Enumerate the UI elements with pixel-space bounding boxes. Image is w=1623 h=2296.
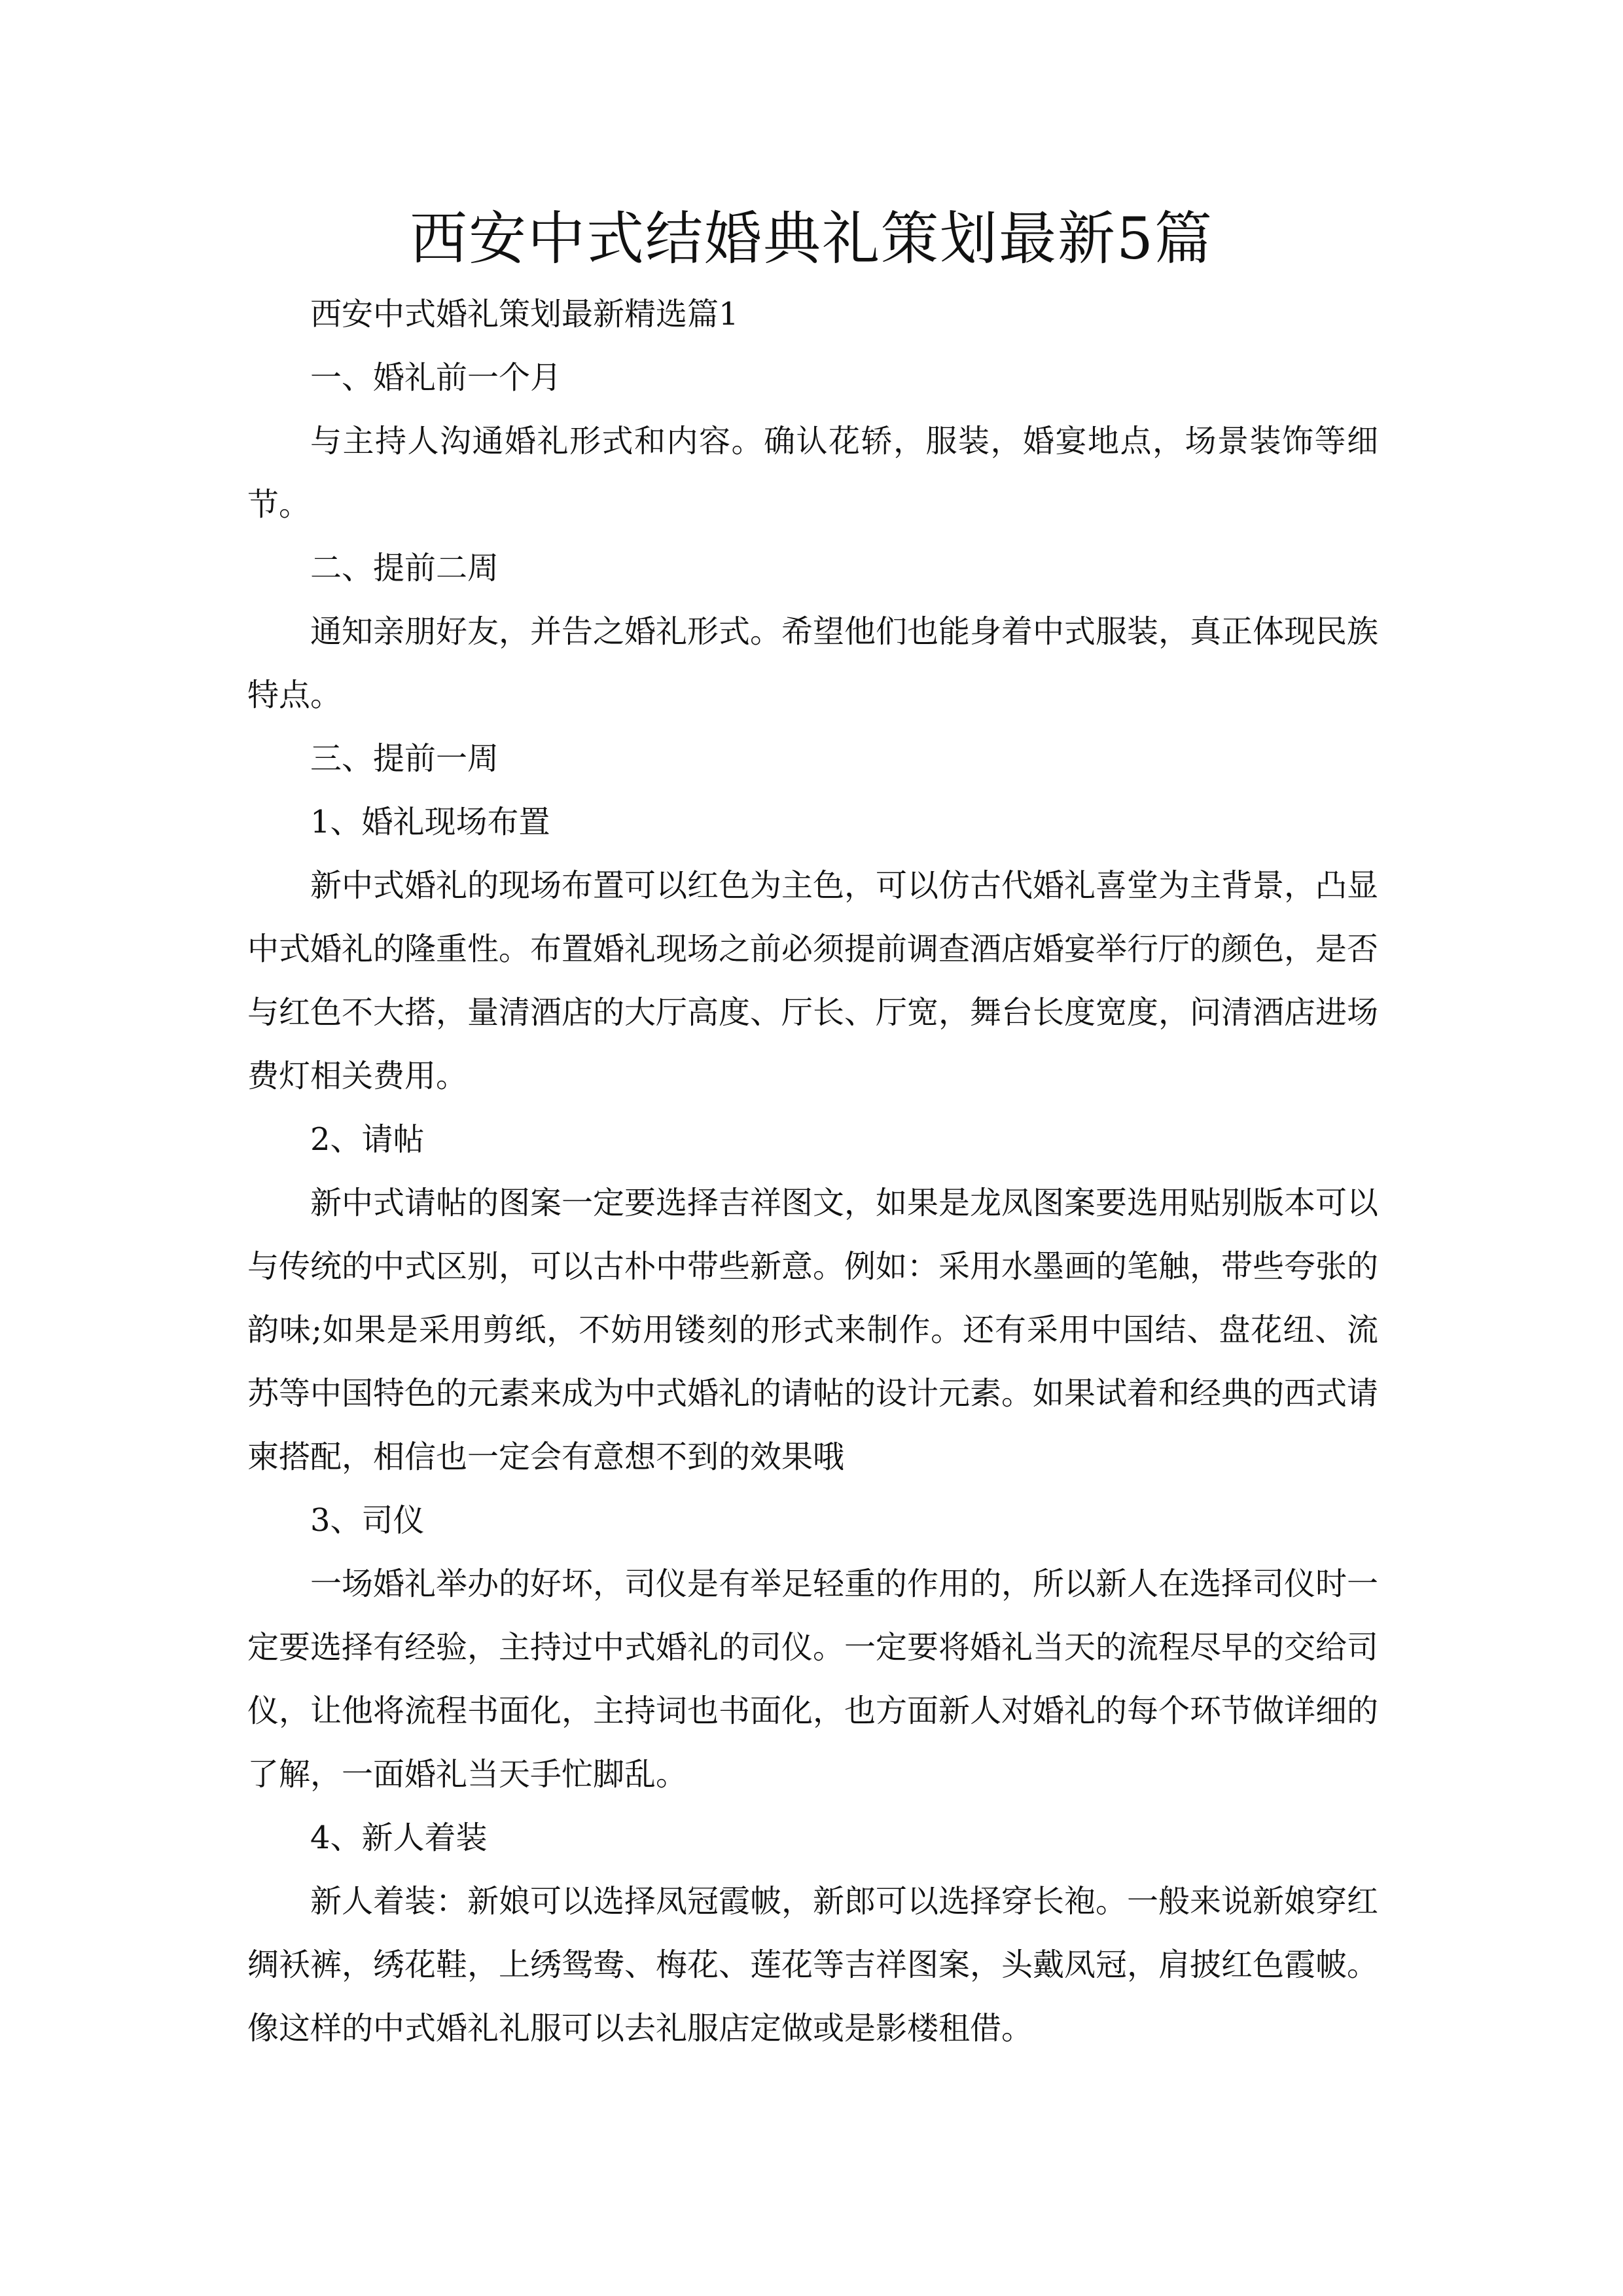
paragraph: 一场婚礼举办的好坏，司仪是有举足轻重的作用的，所以新人在选择司仪时一定要选择有经验，主持过中式婚礼的司仪。一定要将婚礼当天的流程尽早的交给司仪，让他将流程书面化，主持词也书面化，也方面新人对婚礼的每个环节做详细的了解，一面婚礼当天手忙脚乱。 bbox=[247, 1566, 1379, 1793]
subheading: 三、提前一周 bbox=[310, 740, 499, 777]
subheading: 2、请帖 bbox=[310, 1121, 425, 1158]
subheading: 3、司仪 bbox=[310, 1502, 425, 1539]
paragraph: 新中式请帖的图案一定要选择吉祥图文，如果是龙凤图案要选用贴别版本可以与传统的中式区别，可以古朴中带些新意。例如：采用水墨画的笔触，带些夸张的韵味;如果是采用剪纸，不妨用镂刻的形式来制作。还有采用中国结、盘花纽、流苏等中国特色的元素来成为中式婚礼的请帖的设计元素。如果试着和经典的西式请柬搭配，相信也一定会有意想不到的效果哦 bbox=[247, 1185, 1379, 1475]
paragraph: 新中式婚礼的现场布置可以红色为主色，可以仿古代婚礼喜堂为主背景，凸显中式婚礼的隆重性。布置婚礼现场之前必须提前调查酒店婚宴举行厅的颜色，是否与红色不大搭，量清酒店的大厅高度、厅长、厅宽，舞台长度宽度，问清酒店进场费灯相关费用。 bbox=[247, 867, 1379, 1094]
paragraph: 新人着装：新娘可以选择凤冠霞帔，新郎可以选择穿长袍。一般来说新娘穿红绸袄裤，绣花鞋，上绣鸳鸯、梅花、莲花等吉祥图案，头戴凤冠，肩披红色霞帔。像这样的中式婚礼礼服可以去礼服店定做或是影楼租借。 bbox=[247, 1883, 1379, 2047]
subheading: 二、提前二周 bbox=[310, 550, 499, 586]
section-heading: 西安中式婚礼策划最新精选篇1 bbox=[310, 296, 739, 332]
subheading: 4、新人着装 bbox=[310, 1820, 488, 1856]
subheading: 一、婚礼前一个月 bbox=[310, 359, 562, 396]
document-title: 西安中式结婚典礼策划最新5篇 bbox=[410, 205, 1213, 272]
subheading: 1、婚礼现场布置 bbox=[310, 804, 550, 840]
paragraph: 与主持人沟通婚礼形式和内容。确认花轿，服装，婚宴地点，场景装饰等细节。 bbox=[247, 423, 1378, 523]
paragraph: 通知亲朋好友，并告之婚礼形式。希望他们也能身着中式服装，真正体现民族特点。 bbox=[247, 613, 1379, 713]
document-body bbox=[247, 283, 1378, 2060]
